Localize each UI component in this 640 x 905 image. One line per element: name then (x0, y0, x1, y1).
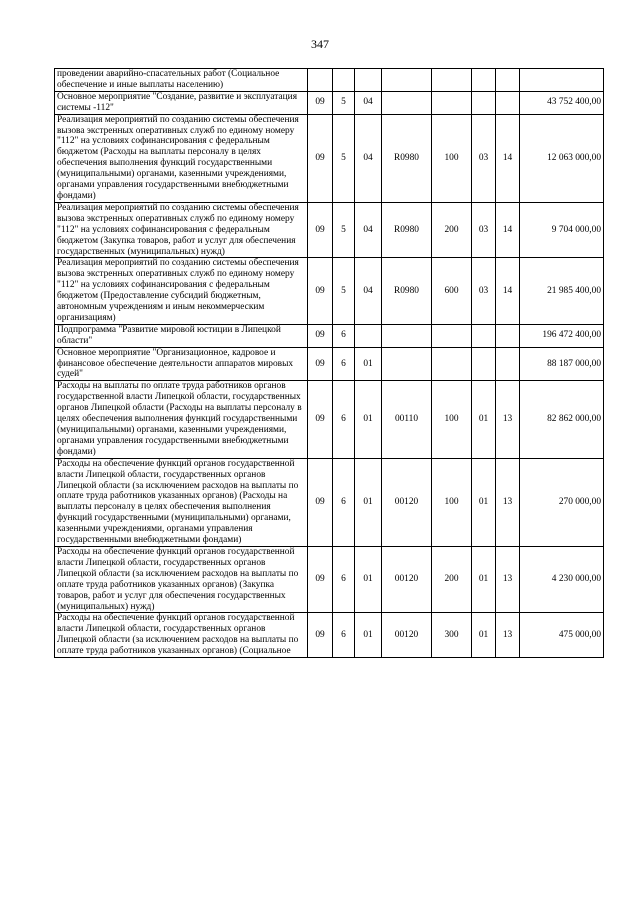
cell-amount: 82 862 000,00 (520, 381, 604, 458)
cell-article-code (472, 347, 496, 381)
cell-ministry-code: 09 (308, 347, 333, 381)
cell-amount: 270 000,00 (520, 458, 604, 546)
cell-section-code: 6 (333, 347, 355, 381)
cell-target-code (382, 347, 432, 381)
cell-ministry-code: 09 (308, 202, 333, 258)
cell-expense-type (432, 347, 472, 381)
cell-expense-type (432, 91, 472, 114)
table-row (55, 381, 604, 458)
cell-target-code: 00120 (382, 546, 432, 612)
cell-subsection-code: 01 (355, 613, 382, 658)
cell-section-code: 6 (333, 381, 355, 458)
cell-subarticle-code: 13 (496, 458, 520, 546)
cell-expense-type: 100 (432, 381, 472, 458)
cell-section-code: 6 (333, 613, 355, 658)
cell-expense-type: 100 (432, 458, 472, 546)
cell-amount: 475 000,00 (520, 613, 604, 658)
table-row (55, 91, 604, 114)
cell-amount: 9 704 000,00 (520, 202, 604, 258)
cell-target-code (382, 69, 432, 92)
cell-expense-type: 600 (432, 258, 472, 324)
cell-subsection-code: 01 (355, 458, 382, 546)
table-row (55, 324, 604, 347)
cell-ministry-code: 09 (308, 613, 333, 658)
cell-section-code: 5 (333, 258, 355, 324)
cell-article-code (472, 91, 496, 114)
cell-section-code: 6 (333, 324, 355, 347)
cell-expense-type: 200 (432, 546, 472, 612)
cell-name: Расходы на обеспечение функций органов государственной власти Липецкой области, государственных органов Липецкой области (за исключением расходов на выплаты по оплате труда работников указанных органов) (Закупка товаров, работ и услуг для обеспечения государственных (муниципальных) нужд) (55, 546, 308, 612)
cell-subarticle-code: 13 (496, 546, 520, 612)
table-row (55, 613, 604, 658)
cell-target-code: R0980 (382, 114, 432, 202)
table-row (55, 202, 604, 258)
cell-target-code: R0980 (382, 202, 432, 258)
cell-target-code: 00120 (382, 458, 432, 546)
cell-amount: 88 187 000,00 (520, 347, 604, 381)
table-row (55, 546, 604, 612)
cell-subarticle-code: 13 (496, 381, 520, 458)
cell-subarticle-code: 14 (496, 258, 520, 324)
cell-subsection-code: 01 (355, 546, 382, 612)
cell-article-code: 03 (472, 202, 496, 258)
cell-ministry-code (308, 69, 333, 92)
cell-ministry-code: 09 (308, 458, 333, 546)
cell-subarticle-code: 13 (496, 613, 520, 658)
cell-name: Реализация мероприятий по созданию системы обеспечения вызова экстренных оперативных служб по единому номеру "112" на условиях софинансирования с федеральным бюджетом (Предоставление субсидий бюджетным, автономным учреждениям и иным некоммерческим организациям) (55, 258, 308, 324)
cell-article-code: 01 (472, 546, 496, 612)
cell-ministry-code: 09 (308, 258, 333, 324)
table-row (55, 458, 604, 546)
cell-ministry-code: 09 (308, 91, 333, 114)
cell-subarticle-code: 14 (496, 202, 520, 258)
cell-section-code: 5 (333, 114, 355, 202)
cell-article-code: 03 (472, 258, 496, 324)
cell-subsection-code: 04 (355, 258, 382, 324)
cell-expense-type: 300 (432, 613, 472, 658)
cell-name: Расходы на обеспечение функций органов государственной власти Липецкой области, государственных органов Липецкой области (за исключением расходов на выплаты по оплате труда работников указанных органов) (Расходы на выплаты персоналу в целях обеспечения выполнения функций государственными (муниципальными) органами, казенными учреждениями, органами управления государственными внебюджетными фондами) (55, 458, 308, 546)
cell-subarticle-code (496, 347, 520, 381)
budget-table (54, 68, 604, 658)
cell-subsection-code: 01 (355, 347, 382, 381)
cell-expense-type: 100 (432, 114, 472, 202)
cell-ministry-code: 09 (308, 381, 333, 458)
cell-amount: 43 752 400,00 (520, 91, 604, 114)
cell-ministry-code: 09 (308, 546, 333, 612)
cell-subarticle-code (496, 91, 520, 114)
cell-section-code: 6 (333, 458, 355, 546)
cell-subsection-code: 04 (355, 91, 382, 114)
cell-amount (520, 69, 604, 92)
table-body (55, 69, 604, 658)
cell-section-code: 5 (333, 202, 355, 258)
table-row (55, 258, 604, 324)
cell-article-code (472, 69, 496, 92)
cell-article-code: 01 (472, 381, 496, 458)
page-number: 347 (311, 37, 329, 51)
cell-subarticle-code (496, 324, 520, 347)
cell-subsection-code: 04 (355, 114, 382, 202)
cell-name: Подпрограмма "Развитие мировой юстиции в Липецкой области" (55, 324, 308, 347)
cell-target-code: R0980 (382, 258, 432, 324)
cell-subsection-code (355, 69, 382, 92)
table-row (55, 69, 604, 92)
cell-article-code: 01 (472, 613, 496, 658)
cell-section-code: 6 (333, 546, 355, 612)
cell-name: проведении аварийно-спасательных работ (Социальное обеспечение и иные выплаты населению) (55, 69, 308, 92)
cell-name: Реализация мероприятий по созданию системы обеспечения вызова экстренных оперативных служб по единому номеру "112" на условиях софинансирования с федеральным бюджетом (Закупка товаров, работ и услуг для обеспечения государственных (муниципальных) нужд) (55, 202, 308, 258)
cell-section-code: 5 (333, 91, 355, 114)
cell-name: Реализация мероприятий по созданию системы обеспечения вызова экстренных оперативных служб по единому номеру "112" на условиях софинансирования с федеральным бюджетом (Расходы на выплаты персоналу в целях обеспечения выполнения функций государственными (муниципальными) органами, казенными учреждениями, органами управления государственными внебюджетными фондами) (55, 114, 308, 202)
cell-target-code: 00120 (382, 613, 432, 658)
cell-expense-type: 200 (432, 202, 472, 258)
cell-target-code (382, 324, 432, 347)
cell-name: Расходы на обеспечение функций органов государственной власти Липецкой области, государственных органов Липецкой области (за исключением расходов на выплаты по оплате труда работников указанных органов) (Социальное (55, 613, 308, 658)
cell-name: Расходы на выплаты по оплате труда работников органов государственной власти Липецкой области, государственных органов Липецкой области (Расходы на выплаты персоналу в целях обеспечения выполнения функций государственными (муниципальными) органами, казенными учреждениями, органами управления государственными внебюджетными фондами) (55, 381, 308, 458)
cell-subarticle-code (496, 69, 520, 92)
cell-name: Основное мероприятие "Создание, развитие и эксплуатация системы -112" (55, 91, 308, 114)
cell-amount: 196 472 400,00 (520, 324, 604, 347)
cell-amount: 12 063 000,00 (520, 114, 604, 202)
cell-subsection-code (355, 324, 382, 347)
cell-subsection-code: 01 (355, 381, 382, 458)
cell-amount: 21 985 400,00 (520, 258, 604, 324)
cell-ministry-code: 09 (308, 114, 333, 202)
cell-amount: 4 230 000,00 (520, 546, 604, 612)
cell-article-code: 01 (472, 458, 496, 546)
cell-article-code (472, 324, 496, 347)
cell-target-code (382, 91, 432, 114)
table-row (55, 114, 604, 202)
cell-subsection-code: 04 (355, 202, 382, 258)
cell-expense-type (432, 69, 472, 92)
cell-name: Основное мероприятие "Организационное, кадровое и финансовое обеспечение деятельности аппаратов мировых судей" (55, 347, 308, 381)
cell-ministry-code: 09 (308, 324, 333, 347)
cell-expense-type (432, 324, 472, 347)
table-row (55, 347, 604, 381)
cell-target-code: 00110 (382, 381, 432, 458)
cell-section-code (333, 69, 355, 92)
cell-subarticle-code: 14 (496, 114, 520, 202)
cell-article-code: 03 (472, 114, 496, 202)
